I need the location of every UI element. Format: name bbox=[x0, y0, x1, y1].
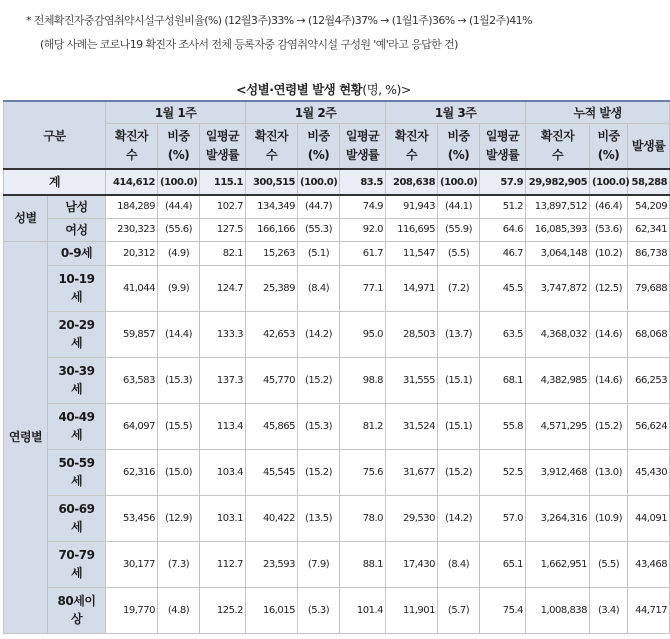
cell-rate: 125.2 bbox=[200, 587, 246, 633]
cell-confirmed: 64,097 bbox=[106, 403, 158, 449]
cell-share: (53.6) bbox=[590, 218, 628, 241]
cell-rate: 77.1 bbox=[340, 265, 386, 311]
header-share-pct: 비중 (%) bbox=[298, 124, 340, 170]
cell-confirmed: 31,524 bbox=[386, 403, 438, 449]
cell-rate: 51.2 bbox=[480, 195, 526, 218]
cell-share: (15.1) bbox=[438, 403, 480, 449]
cell-share: (10.2) bbox=[590, 241, 628, 265]
cell-rate: 57.9 bbox=[480, 169, 526, 195]
cell-confirmed: 4,368,032 bbox=[526, 311, 590, 357]
cell-rate: 55.8 bbox=[480, 403, 526, 449]
cell-share: (5.5) bbox=[438, 241, 480, 265]
header-row-periods bbox=[4, 101, 670, 124]
cell-confirmed: 53,456 bbox=[106, 495, 158, 541]
row-label: 30-39 세 bbox=[48, 357, 106, 403]
table-row bbox=[4, 357, 670, 403]
header-confirmed-count: 확진자 수 bbox=[526, 124, 590, 170]
cell-rate: 44,091 bbox=[628, 495, 670, 541]
row-group-sex: 성별 bbox=[4, 195, 48, 241]
cell-rate: 58,288 bbox=[628, 169, 670, 195]
table-row bbox=[4, 218, 670, 241]
cell-rate: 81.2 bbox=[340, 403, 386, 449]
cell-share: (5.7) bbox=[438, 587, 480, 633]
cell-share: (5.3) bbox=[298, 587, 340, 633]
table-title-unit: (명, %)> bbox=[362, 82, 411, 97]
cell-rate: 64.6 bbox=[480, 218, 526, 241]
cell-rate: 43,468 bbox=[628, 541, 670, 587]
cell-rate: 124.7 bbox=[200, 265, 246, 311]
cell-confirmed: 166,166 bbox=[246, 218, 298, 241]
cell-confirmed: 3,064,148 bbox=[526, 241, 590, 265]
cell-confirmed: 31,677 bbox=[386, 449, 438, 495]
footnote-line-1: * 전체확진자중감염취약시설구성원비율(%) (12월3주)33% → (12월4주)37% → (1월1주)36% → (1월2주)41% bbox=[26, 14, 532, 27]
cell-rate: 133.3 bbox=[200, 311, 246, 357]
row-label: 50-59 세 bbox=[48, 449, 106, 495]
cell-rate: 45,430 bbox=[628, 449, 670, 495]
cell-confirmed: 91,943 bbox=[386, 195, 438, 218]
cell-rate: 112.7 bbox=[200, 541, 246, 587]
cell-share: (55.6) bbox=[158, 218, 200, 241]
cell-rate: 74.9 bbox=[340, 195, 386, 218]
cell-rate: 78.0 bbox=[340, 495, 386, 541]
stats-table bbox=[3, 100, 670, 634]
cell-confirmed: 28,503 bbox=[386, 311, 438, 357]
cell-confirmed: 414,612 bbox=[106, 169, 158, 195]
cell-share: (15.2) bbox=[298, 357, 340, 403]
row-label: 20-29 세 bbox=[48, 311, 106, 357]
cell-rate: 62,341 bbox=[628, 218, 670, 241]
cell-share: (15.2) bbox=[438, 449, 480, 495]
cell-share: (4.8) bbox=[158, 587, 200, 633]
header-daily-rate: 일평균 발생률 bbox=[200, 124, 246, 170]
cell-share: (15.3) bbox=[298, 403, 340, 449]
cell-confirmed: 184,289 bbox=[106, 195, 158, 218]
cell-rate: 101.4 bbox=[340, 587, 386, 633]
cell-confirmed: 40,422 bbox=[246, 495, 298, 541]
cell-confirmed: 11,547 bbox=[386, 241, 438, 265]
cell-confirmed: 15,263 bbox=[246, 241, 298, 265]
cell-confirmed: 63,583 bbox=[106, 357, 158, 403]
cell-rate: 61.7 bbox=[340, 241, 386, 265]
cell-confirmed: 3,264,316 bbox=[526, 495, 590, 541]
cell-share: (12.5) bbox=[590, 265, 628, 311]
cell-rate: 127.5 bbox=[200, 218, 246, 241]
cell-rate: 75.4 bbox=[480, 587, 526, 633]
table-row bbox=[4, 495, 670, 541]
cell-rate: 83.5 bbox=[340, 169, 386, 195]
cell-confirmed: 45,770 bbox=[246, 357, 298, 403]
cell-rate: 82.1 bbox=[200, 241, 246, 265]
row-label: 남성 bbox=[48, 195, 106, 218]
cell-rate: 79,688 bbox=[628, 265, 670, 311]
cell-share: (13.7) bbox=[438, 311, 480, 357]
cell-rate: 66,253 bbox=[628, 357, 670, 403]
cell-rate: 115.1 bbox=[200, 169, 246, 195]
header-period-w3: 1월 3주 bbox=[386, 101, 526, 124]
cell-share: (55.9) bbox=[438, 218, 480, 241]
header-share-pct: 비중 (%) bbox=[590, 124, 628, 170]
table-row bbox=[4, 587, 670, 633]
cell-rate: 46.7 bbox=[480, 241, 526, 265]
header-daily-rate: 일평균 발생률 bbox=[340, 124, 386, 170]
cell-confirmed: 59,857 bbox=[106, 311, 158, 357]
cell-confirmed: 29,530 bbox=[386, 495, 438, 541]
table-row bbox=[4, 311, 670, 357]
row-label: 40-49 세 bbox=[48, 403, 106, 449]
cell-share: (15.3) bbox=[158, 357, 200, 403]
cell-confirmed: 300,515 bbox=[246, 169, 298, 195]
row-label-total: 계 bbox=[4, 169, 106, 195]
row-label: 여성 bbox=[48, 218, 106, 241]
row-label: 10-19 세 bbox=[48, 265, 106, 311]
cell-share: (14.6) bbox=[590, 357, 628, 403]
cell-share: (55.3) bbox=[298, 218, 340, 241]
header-confirmed-count: 확진자 수 bbox=[246, 124, 298, 170]
cell-confirmed: 41,044 bbox=[106, 265, 158, 311]
cell-confirmed: 45,545 bbox=[246, 449, 298, 495]
cell-confirmed: 14,971 bbox=[386, 265, 438, 311]
cell-confirmed: 116,695 bbox=[386, 218, 438, 241]
cell-share: (100.0) bbox=[590, 169, 628, 195]
cell-rate: 52.5 bbox=[480, 449, 526, 495]
header-period-w2: 1월 2주 bbox=[246, 101, 386, 124]
header-daily-rate: 일평균 발생률 bbox=[480, 124, 526, 170]
header-rate: 발생률 bbox=[628, 124, 670, 170]
row-label: 80세이 상 bbox=[48, 587, 106, 633]
header-period-w1: 1월 1주 bbox=[106, 101, 246, 124]
cell-rate: 95.0 bbox=[340, 311, 386, 357]
cell-share: (12.9) bbox=[158, 495, 200, 541]
cell-confirmed: 25,389 bbox=[246, 265, 298, 311]
table-row bbox=[4, 449, 670, 495]
cell-rate: 98.8 bbox=[340, 357, 386, 403]
cell-confirmed: 3,912,468 bbox=[526, 449, 590, 495]
cell-confirmed: 16,015 bbox=[246, 587, 298, 633]
cell-confirmed: 4,382,985 bbox=[526, 357, 590, 403]
cell-confirmed: 45,865 bbox=[246, 403, 298, 449]
cell-share: (15.0) bbox=[158, 449, 200, 495]
cell-confirmed: 13,897,512 bbox=[526, 195, 590, 218]
cell-share: (8.4) bbox=[298, 265, 340, 311]
cell-share: (5.5) bbox=[590, 541, 628, 587]
cell-confirmed: 30,177 bbox=[106, 541, 158, 587]
cell-share: (44.4) bbox=[158, 195, 200, 218]
cell-confirmed: 20,312 bbox=[106, 241, 158, 265]
table-row-total bbox=[4, 169, 670, 195]
cell-share: (100.0) bbox=[298, 169, 340, 195]
header-confirmed-count: 확진자 수 bbox=[106, 124, 158, 170]
cell-share: (15.2) bbox=[298, 449, 340, 495]
cell-share: (4.9) bbox=[158, 241, 200, 265]
table-row bbox=[4, 541, 670, 587]
cell-confirmed: 1,008,838 bbox=[526, 587, 590, 633]
cell-rate: 54,209 bbox=[628, 195, 670, 218]
cell-share: (13.0) bbox=[590, 449, 628, 495]
cell-rate: 113.4 bbox=[200, 403, 246, 449]
cell-share: (9.9) bbox=[158, 265, 200, 311]
table-row bbox=[4, 265, 670, 311]
table-title bbox=[0, 80, 647, 98]
header-share-pct: 비중 (%) bbox=[438, 124, 480, 170]
cell-share: (100.0) bbox=[158, 169, 200, 195]
table-title-text: <성별·연령별 발생 현황 bbox=[236, 82, 363, 97]
cell-share: (7.2) bbox=[438, 265, 480, 311]
header-group: 구분 bbox=[4, 101, 106, 169]
cell-rate: 57.0 bbox=[480, 495, 526, 541]
cell-rate: 56,624 bbox=[628, 403, 670, 449]
cell-share: (15.5) bbox=[158, 403, 200, 449]
header-share-pct: 비중 (%) bbox=[158, 124, 200, 170]
cell-rate: 92.0 bbox=[340, 218, 386, 241]
cell-confirmed: 208,638 bbox=[386, 169, 438, 195]
cell-confirmed: 23,593 bbox=[246, 541, 298, 587]
row-label: 60-69 세 bbox=[48, 495, 106, 541]
table-row bbox=[4, 195, 670, 218]
cell-share: (10.9) bbox=[590, 495, 628, 541]
cell-share: (44.1) bbox=[438, 195, 480, 218]
cell-share: (14.2) bbox=[438, 495, 480, 541]
cell-rate: 65.1 bbox=[480, 541, 526, 587]
table-body bbox=[4, 169, 670, 633]
cell-rate: 137.3 bbox=[200, 357, 246, 403]
row-label: 0-9세 bbox=[48, 241, 106, 265]
cell-share: (14.4) bbox=[158, 311, 200, 357]
cell-confirmed: 29,982,905 bbox=[526, 169, 590, 195]
table-row bbox=[4, 403, 670, 449]
cell-rate: 45.5 bbox=[480, 265, 526, 311]
row-label: 70-79 세 bbox=[48, 541, 106, 587]
cell-share: (46.4) bbox=[590, 195, 628, 218]
cell-rate: 44,717 bbox=[628, 587, 670, 633]
cell-rate: 103.4 bbox=[200, 449, 246, 495]
header-period-cumulative: 누적 발생 bbox=[526, 101, 670, 124]
row-group-age: 연령별 bbox=[4, 241, 48, 633]
cell-share: (15.2) bbox=[590, 403, 628, 449]
cell-rate: 75.6 bbox=[340, 449, 386, 495]
cell-share: (3.4) bbox=[590, 587, 628, 633]
cell-confirmed: 230,323 bbox=[106, 218, 158, 241]
cell-share: (8.4) bbox=[438, 541, 480, 587]
cell-confirmed: 19,770 bbox=[106, 587, 158, 633]
cell-rate: 68.1 bbox=[480, 357, 526, 403]
cell-rate: 86,738 bbox=[628, 241, 670, 265]
cell-rate: 103.1 bbox=[200, 495, 246, 541]
cell-confirmed: 31,555 bbox=[386, 357, 438, 403]
cell-confirmed: 42,653 bbox=[246, 311, 298, 357]
cell-confirmed: 16,085,393 bbox=[526, 218, 590, 241]
cell-confirmed: 3,747,872 bbox=[526, 265, 590, 311]
cell-share: (7.3) bbox=[158, 541, 200, 587]
cell-rate: 68,068 bbox=[628, 311, 670, 357]
cell-confirmed: 1,662,951 bbox=[526, 541, 590, 587]
cell-rate: 102.7 bbox=[200, 195, 246, 218]
cell-share: (100.0) bbox=[438, 169, 480, 195]
cell-share: (5.1) bbox=[298, 241, 340, 265]
cell-share: (44.7) bbox=[298, 195, 340, 218]
cell-rate: 63.5 bbox=[480, 311, 526, 357]
cell-confirmed: 4,571,295 bbox=[526, 403, 590, 449]
cell-share: (15.1) bbox=[438, 357, 480, 403]
cell-share: (13.5) bbox=[298, 495, 340, 541]
cell-share: (7.9) bbox=[298, 541, 340, 587]
table-row bbox=[4, 241, 670, 265]
footnote-line-2: (해당 사례는 코로나19 확진자 조사서 전체 등록자중 감염취약시설 구성원 '예'라고 응답한 건) bbox=[40, 38, 458, 51]
cell-share: (14.2) bbox=[298, 311, 340, 357]
cell-share: (14.6) bbox=[590, 311, 628, 357]
header-confirmed-count: 확진자 수 bbox=[386, 124, 438, 170]
cell-confirmed: 62,316 bbox=[106, 449, 158, 495]
cell-rate: 88.1 bbox=[340, 541, 386, 587]
cell-confirmed: 11,901 bbox=[386, 587, 438, 633]
cell-confirmed: 134,349 bbox=[246, 195, 298, 218]
cell-confirmed: 17,430 bbox=[386, 541, 438, 587]
